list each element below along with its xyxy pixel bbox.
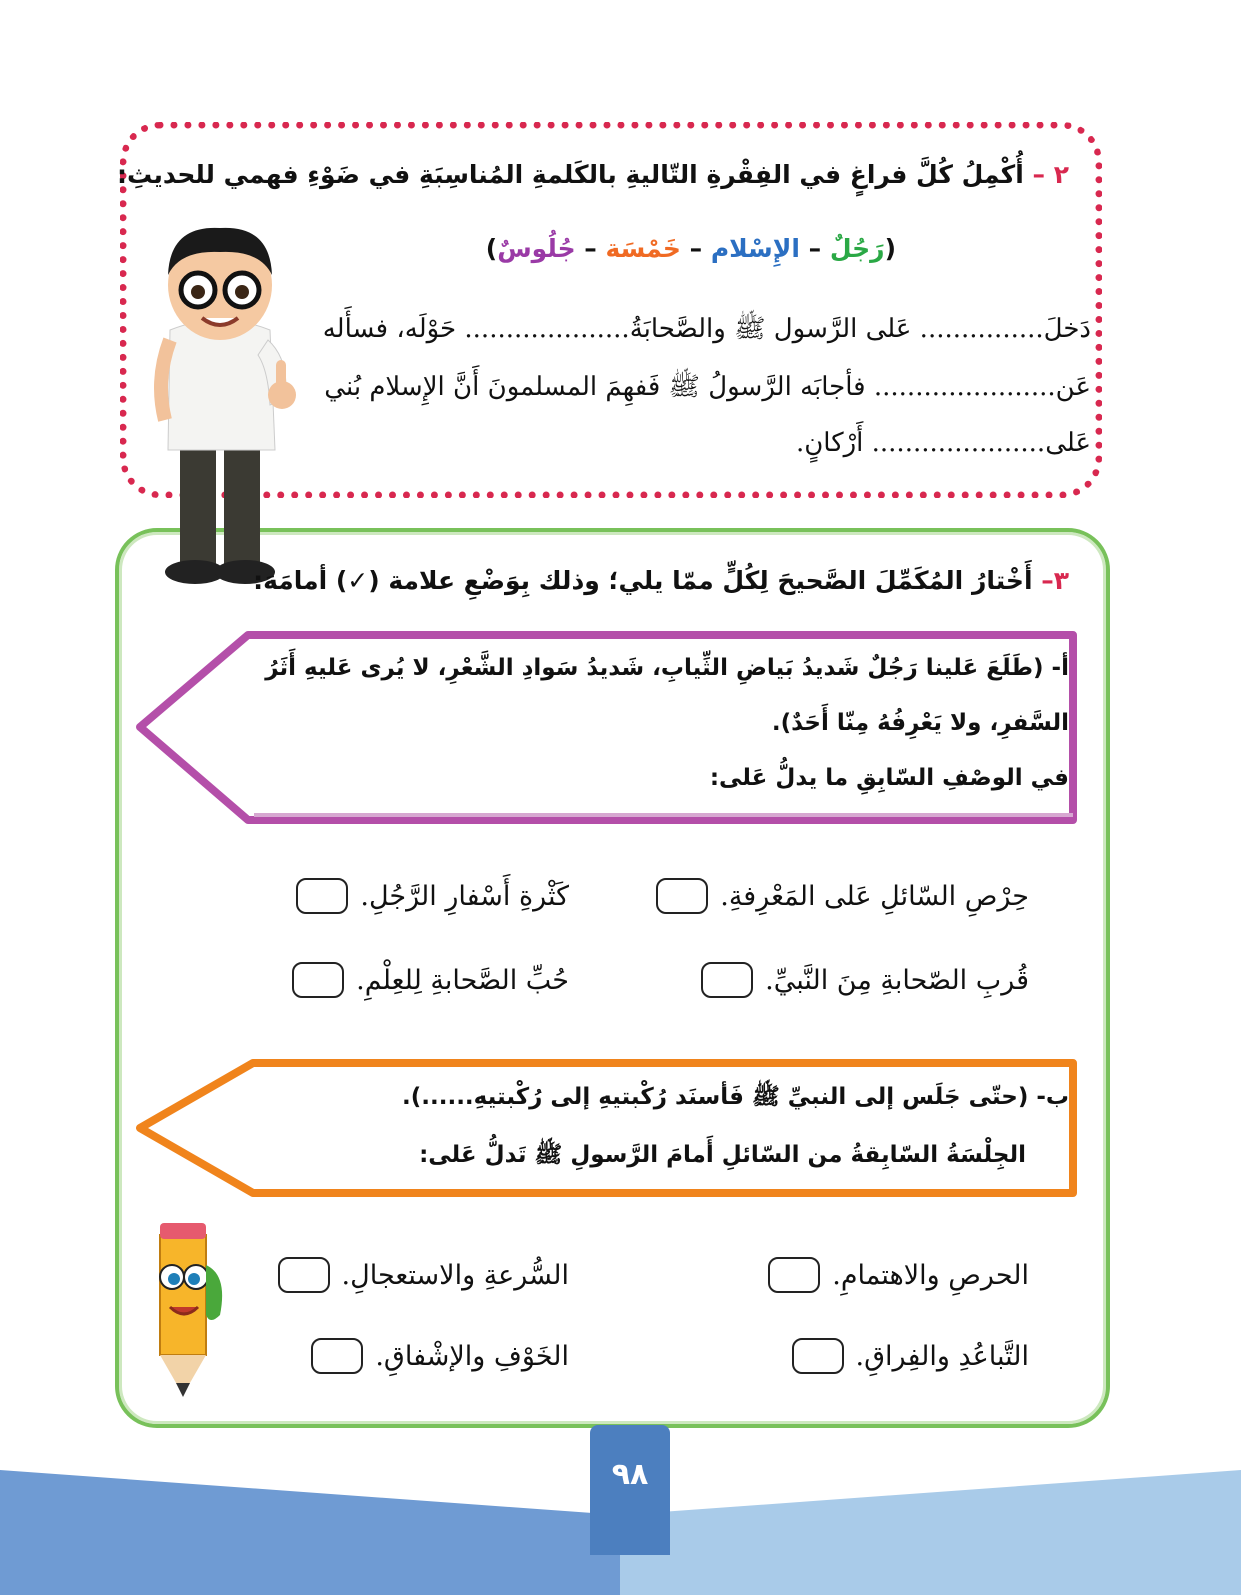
question-2-number: ٢ – [1032,160,1069,189]
option-label: الخَوْفِ والإشْفاقِ. [375,1340,569,1372]
checkbox[interactable] [701,962,753,998]
checkbox[interactable] [278,1257,330,1293]
checkbox[interactable] [768,1257,820,1293]
paragraph-line: دَخلَ............... عَلى الرَّسول ﷺ والصَّحابَةُ.................... حَوْلَه، فسأَله [322,314,1091,344]
option-b-1[interactable] [768,1257,1029,1293]
part-b-question: الجِلْسَةُ السّابِقةُ من السّائلِ أَمامَ الرَّسولِ ﷺ تَدلُّ عَلى: [419,1142,1026,1168]
word-bank-item: خَمْسَة [605,234,681,263]
paragraph-line: عَلى..................... أَرْكانٍ. [795,428,1091,458]
part-a-line: أ- (طَلَعَ عَلينا رَجُلٌ شَديدُ بَياضِ الثِّيابِ، شَديدُ سَوادِ الشَّعْرِ، لا يُرى عَليهِ أَثَرُ [265,655,1069,681]
word-bank-item: جُلُوسٌ [497,234,576,263]
paragraph-line: عَن...................... فأجابَه الرَّسولُ ﷺ فَفهِمَ المسلمونَ أَنَّ الإِسلام بُني [324,372,1091,402]
page-number: ٩٨ [590,1425,670,1555]
option-a-1[interactable] [656,878,1029,914]
option-label: قُربِ الصّحابةِ مِنَ النَّبيِّ. [765,964,1029,996]
option-b-4[interactable] [311,1338,569,1374]
boy-illustration [140,210,310,590]
option-label: حِرْصِ السّائلِ عَلى المَعْرِفةِ. [720,880,1029,912]
checkbox[interactable] [792,1338,844,1374]
word-bank-item: رَجُلٌ [829,234,885,263]
word-bank: (رَجُلٌ – الإِسْلام – خَمْسَة – جُلُوسٌ) [485,234,896,263]
pencil-mascot-illustration [130,1215,230,1400]
question-2-text: أُكْمِلُ كُلَّ فراغٍ في الفِقْرةِ التّاليةِ بالكَلمةِ المُناسِبَةِ في ضَوْءِ فهمي للحديثِ: [117,160,1024,189]
question-3-number: ٣– [1041,566,1069,595]
option-a-2[interactable] [296,878,569,914]
option-label: الحرصِ والاهتمامِ. [832,1259,1029,1291]
checkbox[interactable] [292,962,344,998]
option-label: التَّباعُدِ والفِراقِ. [855,1340,1029,1372]
part-a-question: في الوصْفِ السّابِقِ ما يدلُّ عَلى: [709,765,1069,791]
word-bank-item: الإِسْلام [710,234,800,263]
question-2-title [117,160,1069,189]
option-label: كَثْرةِ أَسْفارِ الرَّجُلِ. [360,880,569,912]
question-3-text: أَخْتارُ المُكَمِّلَ الصَّحيحَ لِكُلٍّ ممّا يلي؛ وذلك بِوَضْعِ علامة (✓) أمامَهَ: [253,566,1033,595]
option-a-3[interactable] [701,962,1029,998]
checkbox[interactable] [296,878,348,914]
question-3-title [253,566,1069,595]
option-b-3[interactable] [792,1338,1029,1374]
option-a-4[interactable] [292,962,569,998]
part-b-line: ب- (حتّى جَلَس إلى النبيِّ ﷺ فَأسنَد رُكْبتيهِ إلى رُكْبتيهِ......). [402,1084,1069,1110]
option-b-2[interactable] [278,1257,569,1293]
checkbox[interactable] [656,878,708,914]
part-a-line: السَّفرِ، ولا يَعْرِفُهُ مِنّا أَحَدٌ). [771,710,1069,736]
option-label: حُبِّ الصَّحابةِ لِلعِلْمِ. [356,964,569,996]
part-b-banner [128,1053,1090,1203]
option-label: السُّرعةِ والاستعجالِ. [341,1259,569,1291]
checkbox[interactable] [311,1338,363,1374]
